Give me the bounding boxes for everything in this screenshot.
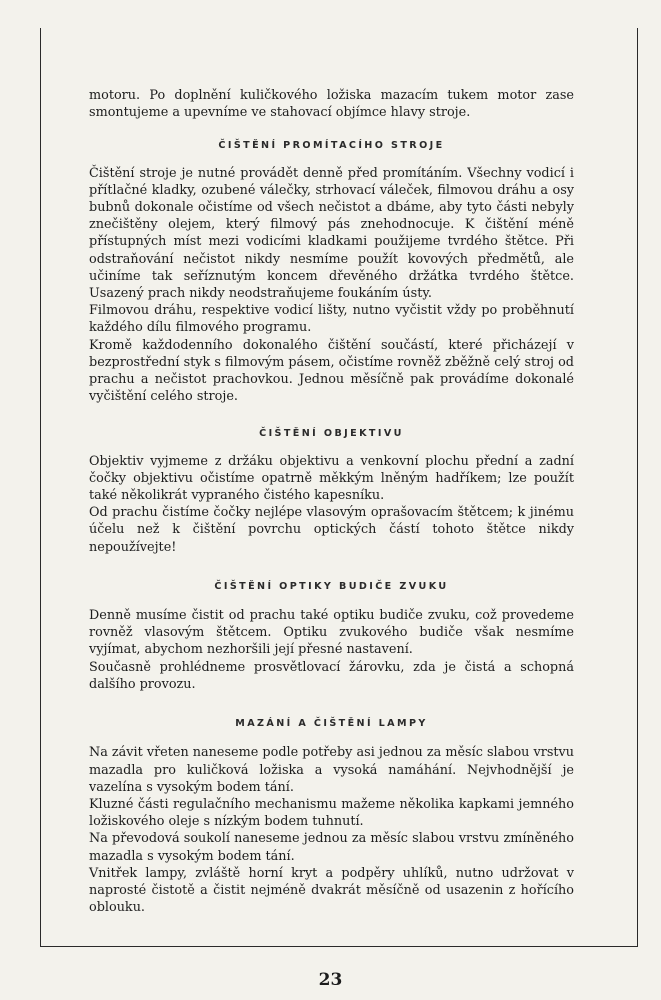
heading-cisteni-optiky-budice-zvuku: ČIŠTĚNÍ OPTIKY BUDIČE ZVUKU — [214, 580, 449, 592]
paragraph: Na převodová soukolí naneseme jednou za měsíc slabou vrstvu zmíněného mazadla s vysokým bodem tání. — [89, 831, 574, 864]
paragraph: Na závit vřeten naneseme podle potřeby asi jednou za měsíc slabou vrstvu mazadla pro kuličková ložiska a vysoká namáhání. Nejvhodnější je vazelína s vysokým bodem tání. — [89, 745, 574, 795]
heading-cisteni-promitaciho-stroje: ČIŠTĚNÍ PROMÍTACÍHO STROJE — [218, 140, 445, 152]
paragraph: Filmovou dráhu, respektive vodicí lišty, nutno vyčistit vždy po proběhnutí každého dílu filmového programu. — [89, 303, 574, 336]
paragraph: Denně musíme čistit od prachu také optiku budiče zvuku, což provedeme rovněž vlasovým štětcem. Optiku zvukového budiče však nesmíme vyjímat, abychom nezhoršili její přesné nastavení. — [89, 608, 574, 658]
intro-paragraph: motoru. Po doplnění kuličkového ložiska mazacím tukem motor zase smontujeme a upevníme ve stahovací objímce hlavy stroje. — [89, 88, 574, 121]
paragraph: Od prachu čistíme čočky nejlépe vlasovým oprašovacím štětcem; k jinému účelu než k čištění povrchu optických částí tohoto štětce nikdy nepoužívejte! — [89, 505, 574, 555]
heading-mazani-a-cisteni-lampy: MAZÁNÍ A ČIŠTĚNÍ LAMPY — [235, 718, 428, 730]
heading-cisteni-objektivu: ČIŠTĚNÍ OBJEKTIVU — [259, 428, 404, 440]
page-number: 23 — [318, 970, 343, 990]
page-content — [89, 87, 574, 916]
paragraph: Vnitřek lampy, zvláště horní kryt a podpěry uhlíků, nutno udržovat v naprosté čistotě a čistit nejméně dvakrát měsíčně od usazenin z hořícího oblouku. — [89, 865, 574, 916]
paragraph: Současně prohlédneme prosvětlovací žárovku, zda je čistá a schopná dalšího provozu. — [89, 659, 574, 692]
paragraph: Kluzné části regulačního mechanismu mažeme několika kapkami jemného ložiskového oleje s nízkým bodem tuhnutí. — [89, 796, 574, 830]
paragraph: Kromě každodenního dokonalého čištění součástí, které přicházejí v bezprostřední styk s filmovým pásem, očistíme rovněž zběžně celý stroj od prachu a nečistot prachovkou. Jednou měsíčně pak provádíme dokonalé vyčištění celého stroje. — [89, 337, 574, 405]
paragraph: Čištění stroje je nutné provádět denně před promítáním. Všechny vodicí i přítlačné kladky, ozubené válečky, strhovací váleček, filmovou dráhu a osy bubnů dokonale očistíme od všech nečistot a dbáme, aby tyto části nebyly znečištěny olejem, který filmový pás znehodnocuje. K čištění méně přístupných míst mezi vodicími kladkami použijeme tvrdého štětce. Při odstraňování nečistot nikdy nesmíme použít kovových předmětů, ale učiníme tak seříznutým koncem dřevěného držátka tvrdého štětce. Usazený prach nikdy neodstraňujeme foukáním ústy. — [89, 165, 574, 302]
paragraph: Objektiv vyjmeme z držáku objektivu a venkovní plochu přední a zadní čočky objektivu očistíme opatrně měkkým lněným hadříkem; lze použít také několikrát vypraného čistého kapesníku. — [89, 453, 574, 504]
